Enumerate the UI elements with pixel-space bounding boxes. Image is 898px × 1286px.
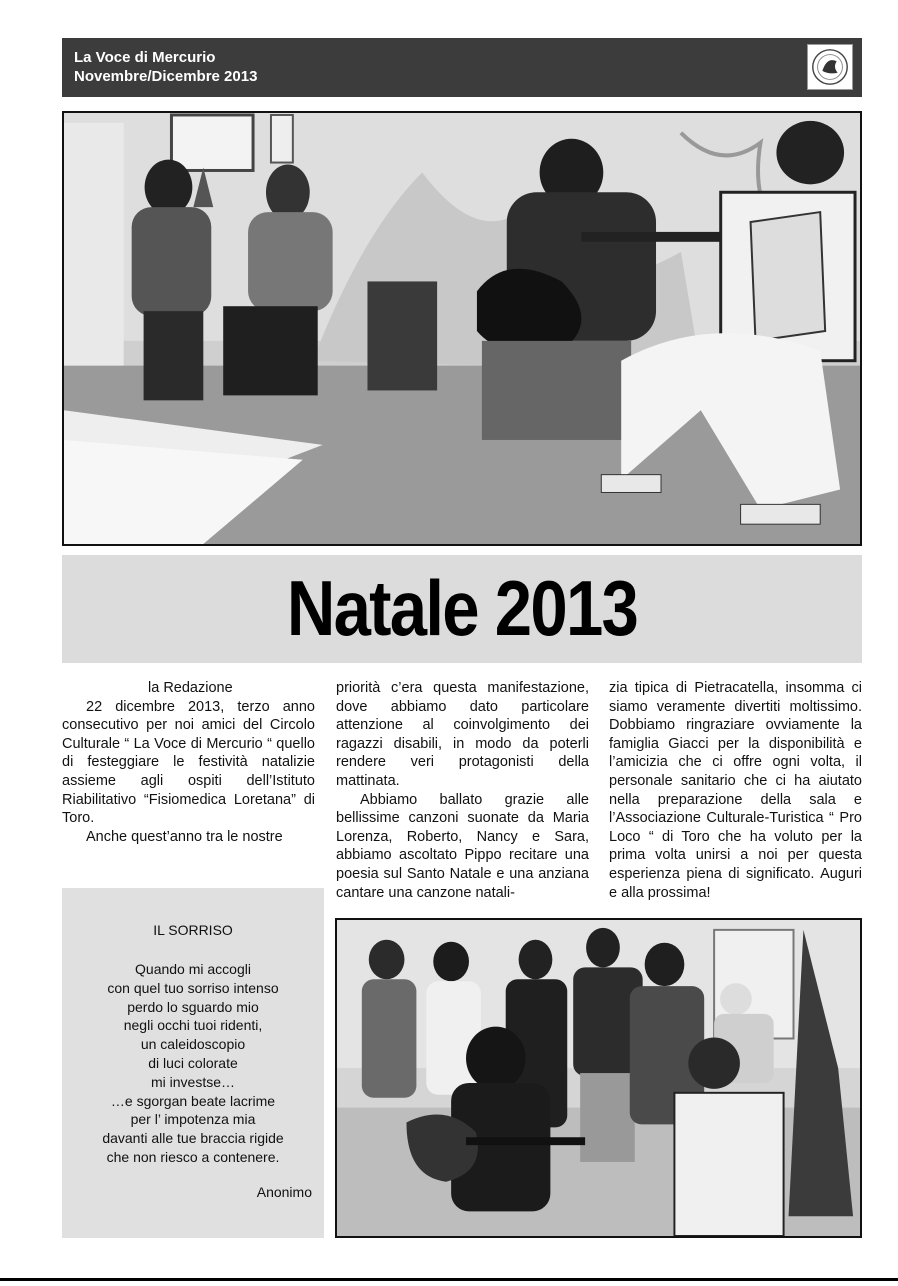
publication-name: La Voce di Mercurio — [74, 49, 216, 66]
article-title: Natale 2013 — [286, 564, 638, 652]
page-header — [62, 38, 862, 97]
article-paragraph: Abbiamo ballato grazie alle bellissime canzoni suonate da Maria Lorenza, Roberto, Nancy e Sara, abbiamo ascoltato Pippo recitare una poesia sul Santo Natale e una anziana cantare una canzone natali- — [336, 791, 589, 901]
page-bottom-rule — [0, 1278, 898, 1281]
poem-line: con quel tuo sorriso intenso — [107, 979, 279, 996]
article-column-2 — [336, 679, 589, 902]
poem-line: negli occhi tuoi ridenti, — [123, 1017, 263, 1034]
poem-title: IL SORRISO — [153, 922, 233, 938]
article-column-3 — [609, 679, 862, 902]
poem-line: davanti alle tue braccia rigide — [102, 1130, 284, 1147]
poem-line: per l’ impotenza mia — [130, 1111, 256, 1128]
article-paragraph: zia tipica di Pietracatella, insomma ci siamo veramente divertiti moltissimo. Dobbiamo ringraziare ovviamente la famiglia Giacci per la disponibilità e l’amicizia che ci offre ogni volta, il personale sanitario che ci ha aiutato nella preparazione della sala e l’Associazione Culturale-Turistica “ Pro Loco “ di Toro che ha voluto per la prima volta unirsi a noi per questa esperienza piena di significato. Auguri e alla prossima! — [609, 680, 862, 901]
article-column-1 — [62, 679, 315, 846]
poem-line: che non riesco a contenere. — [106, 1148, 280, 1165]
poem-line: di luci colorate — [148, 1054, 238, 1071]
poem-box — [62, 888, 324, 1238]
publication-info — [74, 48, 257, 86]
poem-line: perdo lo sguardo mio — [127, 998, 259, 1015]
poem-line: …e sgorgan beate lacrime — [110, 1092, 276, 1109]
article-paragraph: priorità c’era questa manifestazione, dove abbiamo dato particolare attenzione al coinvolgimento dei ragazzi disabili, in modo da poterli rendere veri protagonisti della mattinata. — [336, 680, 589, 789]
poem-signature: Anonimo — [256, 1184, 312, 1200]
poem-line: un caleidoscopio — [140, 1036, 246, 1053]
circolo-logo-icon — [807, 44, 853, 90]
poem-line: Quando mi accogli — [135, 961, 251, 977]
concert-photo-bottom — [335, 918, 862, 1238]
poem-line: mi investse… — [150, 1073, 236, 1090]
article-paragraph: 22 dicembre 2013, terzo anno consecutivo per noi amici del Circolo Culturale “ La Voce di Mercurio “ quello di festeggiare le festività natalizie assieme agli ospiti dell’Istituto Riabilitativo “Fisiomedica Loretana” di Toro. — [62, 698, 315, 827]
issue-date: Novembre/Dicembre 2013 — [74, 68, 258, 85]
title-band — [62, 555, 862, 663]
concert-photo-top — [62, 111, 862, 546]
article-author: la Redazione — [148, 680, 233, 696]
article-paragraph: Anche quest’anno tra le nostre — [86, 828, 283, 845]
poem-verses — [62, 960, 324, 1167]
